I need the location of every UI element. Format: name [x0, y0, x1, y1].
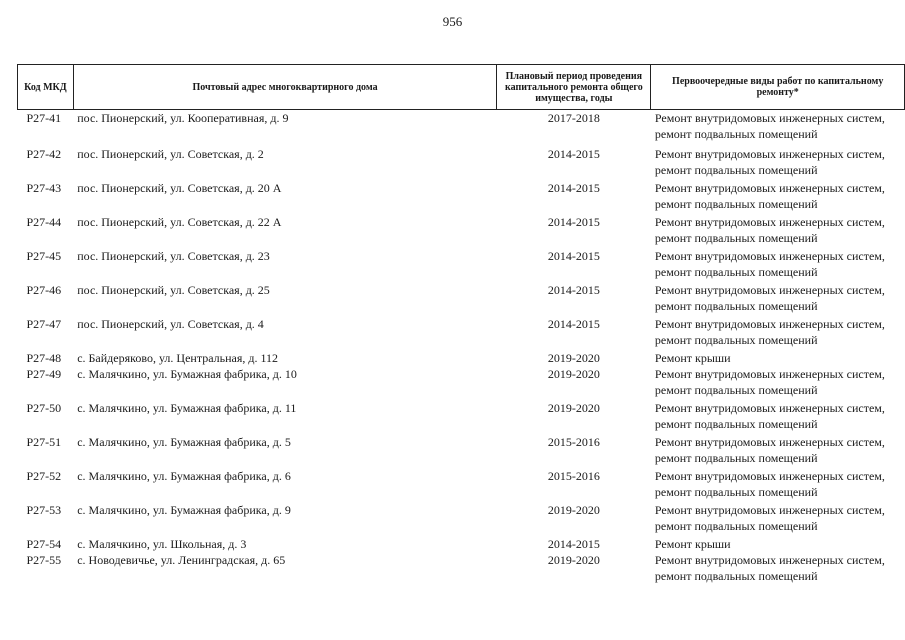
cell-code: Р27-47 — [26, 317, 62, 331]
cell-period: 2017-2018 — [547, 111, 600, 125]
cell-address: с. Малячкино, ул. Бумажная фабрика, д. 10 — [77, 367, 297, 381]
table-row — [18, 434, 905, 468]
cell-address: с. Малячкино, ул. Бумажная фабрика, д. 9 — [77, 503, 291, 517]
table-row — [18, 468, 905, 502]
cell-address: пос. Пионерский, ул. Советская, д. 23 — [77, 249, 270, 263]
table-row — [18, 282, 905, 316]
cell-period: 2014-2015 — [547, 283, 600, 297]
cell-address: пос. Пионерский, ул. Советская, д. 20 А — [77, 181, 282, 195]
cell-period: 2014-2015 — [547, 249, 600, 263]
cell-code: Р27-54 — [26, 537, 62, 551]
cell-address: пос. Пионерский, ул. Советская, д. 25 — [77, 283, 270, 297]
cell-works — [651, 536, 905, 552]
works-line-2: ремонт подвальных помещений — [654, 333, 818, 347]
works-line-2: ремонт подвальных помещений — [654, 383, 818, 397]
cell-works — [651, 552, 905, 586]
cell-works — [651, 468, 905, 502]
table-row — [18, 214, 905, 248]
cell-period: 2014-2015 — [547, 317, 600, 331]
works-line-1: Ремонт внутридомовых инженерных систем, — [654, 367, 885, 381]
cell-period: 2014-2015 — [547, 181, 600, 195]
cell-works — [651, 146, 905, 180]
works-line-2: ремонт подвальных помещений — [654, 569, 818, 583]
cell-address: с. Малячкино, ул. Бумажная фабрика, д. 11 — [77, 401, 297, 415]
table-row — [18, 552, 905, 586]
cell-code: Р27-45 — [26, 249, 62, 263]
works-line-1: Ремонт внутридомовых инженерных систем, — [654, 553, 885, 567]
cell-period: 2014-2015 — [547, 147, 600, 161]
cell-address: с. Малячкино, ул. Школьная, д. 3 — [77, 537, 247, 551]
cell-address: пос. Пионерский, ул. Советская, д. 4 — [77, 317, 264, 331]
cell-address: с. Новодевичье, ул. Ленинградская, д. 65 — [77, 553, 286, 567]
repair-schedule-table — [17, 64, 905, 586]
cell-code: Р27-41 — [26, 111, 62, 125]
header-works: Первоочередные виды работ по капитальному ремонту* — [651, 65, 905, 110]
works-line-1: Ремонт внутридомовых инженерных систем, — [654, 181, 885, 195]
works-line-1: Ремонт внутридомовых инженерных систем, — [654, 111, 885, 125]
table-row — [18, 248, 905, 282]
cell-period: 2015-2016 — [547, 469, 600, 483]
cell-code: Р27-48 — [26, 351, 62, 365]
table-row — [18, 400, 905, 434]
cell-address: пос. Пионерский, ул. Советская, д. 22 А — [77, 215, 282, 229]
table-row — [18, 350, 905, 366]
works-line-1: Ремонт внутридомовых инженерных систем, — [654, 283, 885, 297]
cell-address: с. Малячкино, ул. Бумажная фабрика, д. 6 — [77, 469, 291, 483]
cell-code: Р27-53 — [26, 503, 62, 517]
cell-works — [651, 502, 905, 536]
header-period: Плановый период проведения капитального ремонта общего имущества, годы — [497, 65, 651, 110]
cell-code: Р27-51 — [26, 435, 62, 449]
cell-period: 2014-2015 — [547, 215, 600, 229]
works-line-1: Ремонт крыши — [654, 537, 731, 551]
page-number: 956 — [442, 14, 463, 29]
cell-period: 2019-2020 — [547, 351, 600, 365]
table-row — [18, 316, 905, 350]
works-line-1: Ремонт внутридомовых инженерных систем, — [654, 401, 885, 415]
cell-works — [651, 110, 905, 147]
works-line-1: Ремонт внутридомовых инженерных систем, — [654, 435, 885, 449]
table-row — [18, 502, 905, 536]
works-line-2: ремонт подвальных помещений — [654, 197, 818, 211]
cell-code: Р27-49 — [26, 367, 62, 381]
works-line-2: ремонт подвальных помещений — [654, 451, 818, 465]
works-line-2: ремонт подвальных помещений — [654, 519, 818, 533]
cell-period: 2019-2020 — [547, 367, 600, 381]
cell-works — [651, 400, 905, 434]
cell-code: Р27-52 — [26, 469, 62, 483]
cell-works — [651, 366, 905, 400]
cell-works — [651, 350, 905, 366]
works-line-1: Ремонт крыши — [654, 351, 731, 365]
cell-works — [651, 248, 905, 282]
cell-code: Р27-55 — [26, 553, 62, 567]
works-line-2: ремонт подвальных помещений — [654, 299, 818, 313]
works-line-2: ремонт подвальных помещений — [654, 163, 818, 177]
works-line-2: ремонт подвальных помещений — [654, 417, 818, 431]
cell-code: Р27-44 — [26, 215, 62, 229]
header-address: Почтовый адрес многоквартирного дома — [73, 65, 497, 110]
works-line-2: ремонт подвальных помещений — [654, 485, 818, 499]
cell-period: 2019-2020 — [547, 553, 600, 567]
works-line-1: Ремонт внутридомовых инженерных систем, — [654, 249, 885, 263]
works-line-2: ремонт подвальных помещений — [654, 231, 818, 245]
cell-works — [651, 214, 905, 248]
table-header-row — [18, 65, 905, 110]
cell-period: 2015-2016 — [547, 435, 600, 449]
cell-address: пос. Пионерский, ул. Кооперативная, д. 9 — [77, 111, 289, 125]
cell-period: 2019-2020 — [547, 401, 600, 415]
cell-code: Р27-46 — [26, 283, 62, 297]
cell-works — [651, 316, 905, 350]
works-line-1: Ремонт внутридомовых инженерных систем, — [654, 147, 885, 161]
works-line-1: Ремонт внутридомовых инженерных систем, — [654, 469, 885, 483]
works-line-1: Ремонт внутридомовых инженерных систем, — [654, 503, 885, 517]
works-line-2: ремонт подвальных помещений — [654, 265, 818, 279]
table-row — [18, 536, 905, 552]
cell-address: с. Байдеряково, ул. Центральная, д. 112 — [77, 351, 279, 365]
cell-period: 2014-2015 — [547, 537, 600, 551]
cell-code: Р27-42 — [26, 147, 62, 161]
cell-works — [651, 282, 905, 316]
cell-works — [651, 434, 905, 468]
table-row — [18, 110, 905, 147]
header-code: Код МКД — [18, 65, 74, 110]
cell-code: Р27-50 — [26, 401, 62, 415]
works-line-1: Ремонт внутридомовых инженерных систем, — [654, 317, 885, 331]
cell-address: с. Малячкино, ул. Бумажная фабрика, д. 5 — [77, 435, 291, 449]
table-row — [18, 366, 905, 400]
cell-period: 2019-2020 — [547, 503, 600, 517]
works-line-1: Ремонт внутридомовых инженерных систем, — [654, 215, 885, 229]
cell-code: Р27-43 — [26, 181, 62, 195]
cell-address: пос. Пионерский, ул. Советская, д. 2 — [77, 147, 264, 161]
works-line-2: ремонт подвальных помещений — [654, 127, 818, 141]
table-row — [18, 180, 905, 214]
table-row — [18, 146, 905, 180]
cell-works — [651, 180, 905, 214]
